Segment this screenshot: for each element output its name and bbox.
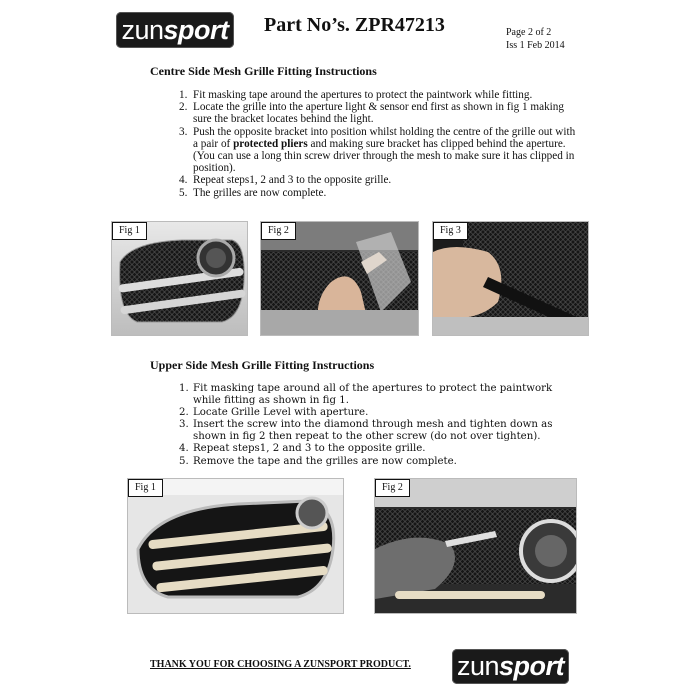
list-item xyxy=(179,419,579,443)
centre-fig2-photo xyxy=(260,221,419,336)
step-number: 3. xyxy=(179,419,189,431)
list-item xyxy=(179,383,579,407)
centre-heading: Centre Side Mesh Grille Fitting Instructions xyxy=(150,64,377,78)
step-text: Fit masking tape around all of the apertures to protect the paintwork while fitting as shown in fig 1. xyxy=(193,383,553,407)
step-text: Repeat steps1, 2 and 3 to the opposite grille. xyxy=(193,174,392,187)
step-text: Fit masking tape around the apertures to protect the paintwork while fitting. xyxy=(193,89,533,101)
logo-text-zun: zun xyxy=(456,651,500,681)
step-text: Locate the grille into the aperture light & sensor end first as shown in fig 1 making sure the bracket locates behind the light. xyxy=(193,101,564,126)
step-number: 1. xyxy=(179,383,189,394)
zunsport-footer-logo xyxy=(452,649,569,684)
step-number: 3. xyxy=(179,125,188,138)
step-text-post: and making sure bracket has clipped behind the aperture. (You can use a long thin screw driver through the mesh to make sure it has clipped in position). xyxy=(193,137,575,175)
centre-fig1-photo xyxy=(111,221,248,336)
fig-label: Fig 3 xyxy=(433,222,468,240)
step-number: 5. xyxy=(179,186,188,199)
step-text: Insert the screw into the diamond through mesh and tighten down as shown in fig 2 then repeat to the other screw (do not over tighten). xyxy=(193,419,553,443)
list-item xyxy=(179,443,579,455)
step-number: 5. xyxy=(179,455,189,467)
page-number: Page 2 of 2 xyxy=(506,27,552,38)
thank-you-text: THANK YOU FOR CHOOSING A ZUNSPORT PRODUCT. xyxy=(150,659,411,670)
list-item xyxy=(179,456,579,468)
step-text: Repeat steps1, 2 and 3 to the opposite grille. xyxy=(193,443,426,455)
step-number: 1. xyxy=(179,89,188,101)
upper-fig2-photo xyxy=(374,478,577,614)
centre-steps xyxy=(179,89,579,199)
upper-heading: Upper Side Mesh Grille Fitting Instructions xyxy=(150,358,375,372)
step-number: 2. xyxy=(179,101,188,114)
logo-text-sport: sport xyxy=(163,14,229,45)
step-number: 4. xyxy=(179,174,188,187)
step-text-pre: Push the opposite bracket into position whilst holding the centre of the grille out with a pair of xyxy=(193,125,576,150)
issue-date: Iss 1 Feb 2014 xyxy=(506,40,565,51)
list-item xyxy=(179,174,579,186)
step-text-bold: protected pliers xyxy=(233,137,308,150)
fig-label: Fig 1 xyxy=(128,479,163,497)
fig-label: Fig 1 xyxy=(112,222,147,240)
logo-text-zun: zun xyxy=(121,14,164,45)
taped-grille-photo-illustration xyxy=(128,479,343,613)
logo-text-sport: sport xyxy=(499,651,565,681)
upper-steps xyxy=(179,383,579,468)
upper-fig1-photo xyxy=(127,478,344,614)
list-item xyxy=(179,101,579,125)
page-title: Part No’s. ZPR47213 xyxy=(264,14,445,36)
list-item xyxy=(179,89,579,101)
list-item xyxy=(179,407,579,419)
list-item xyxy=(179,187,579,199)
step-number: 4. xyxy=(179,443,189,455)
step-text: Locate Grille Level with aperture. xyxy=(193,407,369,419)
list-item xyxy=(179,126,579,175)
centre-fig3-photo xyxy=(432,221,589,336)
fig-label: Fig 2 xyxy=(261,222,296,240)
zunsport-logo xyxy=(116,12,234,48)
step-text: The grilles are now complete. xyxy=(193,186,327,199)
step-text xyxy=(193,126,579,175)
step-text: Remove the tape and the grilles are now complete. xyxy=(193,455,457,467)
fig-label: Fig 2 xyxy=(375,479,410,497)
step-number: 2. xyxy=(179,407,189,419)
screwing-photo-illustration xyxy=(375,479,576,613)
